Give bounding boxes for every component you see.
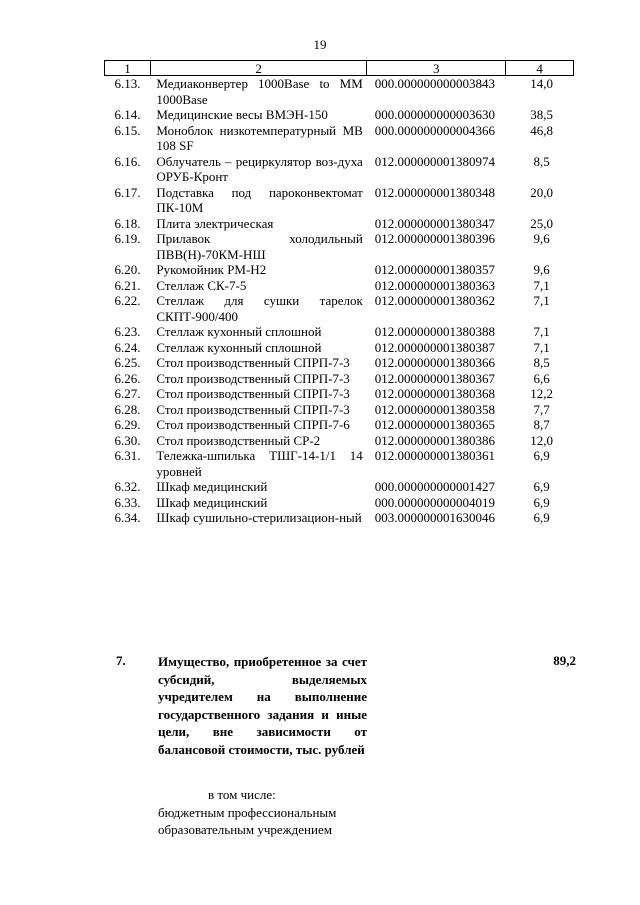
row-name: Стеллаж кухонный сплошной — [156, 339, 322, 355]
header-col-3: 3 — [367, 61, 506, 76]
row-value: 12,0 — [530, 432, 553, 448]
table-row — [105, 448, 574, 479]
row-value: 7,1 — [533, 293, 550, 308]
row-name: Стол производственный СПРП-7-6 — [156, 417, 350, 432]
row-name: Шкаф медицинский — [156, 494, 268, 510]
row-number: 6.16. — [114, 153, 141, 169]
table-row — [105, 123, 574, 154]
subtext-line-2 — [158, 821, 367, 839]
table-row — [105, 402, 574, 418]
row-value: 25,0 — [530, 215, 553, 231]
table-row — [105, 76, 574, 108]
row-number: 6.23. — [114, 324, 141, 339]
table-row — [105, 371, 574, 387]
table-row — [105, 495, 574, 511]
row-value: 8,5 — [533, 153, 550, 169]
table-row — [105, 231, 574, 262]
row-value: 7,7 — [533, 401, 550, 417]
row-number: 6.14. — [114, 107, 141, 122]
row-number: 6.31. — [114, 448, 141, 463]
row-value: 8,5 — [533, 355, 550, 370]
table-row — [105, 324, 574, 340]
row-number: 6.34. — [114, 510, 141, 525]
row-number: 6.24. — [114, 339, 141, 355]
section-number: 7. — [116, 653, 126, 668]
table-row — [105, 433, 574, 449]
row-name: Шкаф медицинский — [156, 479, 268, 494]
table-row — [105, 479, 574, 495]
row-code: 012.000000001380363 — [374, 277, 496, 293]
row-code: 012.000000001380366 — [374, 355, 496, 370]
row-code: 012.000000001380368 — [374, 386, 496, 401]
row-number: 6.25. — [114, 355, 141, 370]
row-number: 6.22. — [114, 293, 141, 308]
row-value: 7,1 — [533, 277, 550, 293]
subtext-line-1 — [158, 804, 367, 822]
row-name: Подставка под пароконвектомат ПК-10М — [156, 184, 363, 215]
row-code: 012.000000001380365 — [374, 417, 496, 432]
row-code: 012.000000001380347 — [374, 215, 496, 231]
row-number: 6.28. — [114, 401, 141, 417]
row-value: 38,5 — [530, 107, 553, 122]
subtext-line-2-text: образовательным учреждением — [158, 822, 332, 837]
header-col-1: 1 — [105, 61, 151, 76]
table-row — [105, 278, 574, 294]
row-value: 14,0 — [530, 76, 553, 91]
section-value: 89,2 — [553, 653, 576, 668]
table-row — [105, 355, 574, 371]
row-name: Стеллаж кухонный сплошной — [156, 324, 322, 339]
row-number: 6.13. — [114, 76, 141, 91]
row-code: 012.000000001380358 — [374, 401, 496, 417]
row-value: 9,6 — [533, 262, 550, 277]
row-code: 012.000000001380974 — [374, 153, 496, 169]
table-row — [105, 510, 574, 526]
row-name: Стеллаж СК-7-5 — [156, 277, 247, 293]
row-number: 6.29. — [114, 417, 141, 432]
section-subtext — [158, 786, 367, 839]
row-name: Тележка-шпилька ТШГ-14-1/1 14 уровней — [156, 448, 363, 479]
header-col-4: 4 — [506, 61, 574, 76]
row-number: 6.19. — [114, 231, 141, 246]
table-row — [105, 154, 574, 185]
row-value: 6,9 — [533, 510, 550, 525]
header-col-2: 2 — [150, 61, 366, 76]
row-number: 6.17. — [114, 184, 141, 200]
row-value: 6,9 — [533, 448, 550, 463]
table-row — [105, 293, 574, 324]
row-name: Стол производственный СПРП-7-3 — [156, 355, 350, 370]
row-value: 12,2 — [530, 386, 553, 401]
row-name: Стол производственный СПРП-7-3 — [156, 386, 350, 401]
row-name: Стеллаж для сушки тарелок СКПТ-900/400 — [156, 293, 363, 324]
row-code: 012.000000001380386 — [374, 432, 496, 448]
row-code: 000.000000000004019 — [374, 494, 496, 510]
row-name: Рукомойник РМ-Н2 — [156, 262, 267, 277]
including-label: в том числе: — [208, 787, 276, 802]
row-number: 6.33. — [114, 494, 141, 510]
section-title: Имущество, приобретенное за счет субсидий, выделяемых учредителем на выполнение государственного задания и иные цели, вне зависимости от балансовой стоимости, тыс. рублей — [158, 654, 367, 757]
row-number: 6.32. — [114, 479, 141, 494]
row-value: 6,6 — [533, 370, 550, 386]
row-name: Медицинские весы ВМЭН-150 — [156, 107, 328, 122]
row-code: 000.000000000003843 — [374, 76, 496, 91]
row-code: 000.000000000003630 — [374, 107, 496, 122]
row-code: 012.000000001380362 — [374, 293, 496, 308]
row-code: 000.000000000001427 — [374, 479, 496, 494]
row-code: 000.000000000004366 — [374, 122, 496, 138]
row-number: 6.20. — [114, 262, 141, 277]
page-number: 19 — [313, 37, 327, 52]
row-value: 20,0 — [530, 184, 553, 200]
row-name: Моноблок низкотемпературный MB 108 SF — [156, 122, 363, 153]
row-value: 8,7 — [533, 417, 550, 432]
subtext-line-1-text: бюджетным профессиональным — [158, 804, 337, 820]
table-row — [105, 386, 574, 402]
row-name: Стол производственный СПРП-7-3 — [156, 401, 350, 417]
row-code: 003.000000001630046 — [374, 510, 496, 525]
row-value: 7,1 — [533, 324, 550, 339]
equipment-table — [104, 60, 574, 526]
table-row — [105, 216, 574, 232]
row-code: 012.000000001380357 — [374, 262, 496, 277]
row-number: 6.30. — [114, 432, 141, 448]
table-row — [105, 417, 574, 433]
row-code: 012.000000001380387 — [374, 339, 496, 355]
row-name: Медиаконвертер 1000Base to MM 1000Base — [156, 76, 363, 107]
row-value: 7,1 — [533, 339, 550, 355]
row-name: Стол производственный СПРП-7-3 — [156, 370, 350, 386]
table-row — [105, 185, 574, 216]
row-code: 012.000000001380388 — [374, 324, 496, 339]
row-number: 6.26. — [114, 370, 141, 386]
row-value: 46,8 — [530, 122, 553, 138]
row-name: Стол производственный СР-2 — [156, 432, 321, 448]
row-number: 6.15. — [114, 122, 141, 138]
row-name: Облучатель – рециркулятор воз-духа ОРУБ-Кронт — [156, 153, 363, 184]
row-code: 012.000000001380396 — [374, 231, 496, 246]
row-name: Шкаф сушильно-стерилизацион-ный — [156, 510, 362, 525]
table-header-row — [105, 61, 574, 76]
table-row — [105, 340, 574, 356]
row-code: 012.000000001380367 — [374, 370, 496, 386]
row-value: 6,9 — [533, 494, 550, 510]
row-code: 012.000000001380361 — [374, 448, 496, 463]
row-number: 6.21. — [114, 277, 141, 293]
row-number: 6.18. — [114, 215, 141, 231]
row-code: 012.000000001380348 — [374, 184, 496, 200]
row-value: 9,6 — [533, 231, 550, 246]
table-row — [105, 262, 574, 278]
table-row — [105, 107, 574, 123]
row-number: 6.27. — [114, 386, 141, 401]
row-value: 6,9 — [533, 479, 550, 494]
row-name: Плита электрическая — [156, 215, 274, 231]
row-name: Прилавок холодильный ПВВ(Н)-70КМ-НШ — [156, 231, 363, 262]
